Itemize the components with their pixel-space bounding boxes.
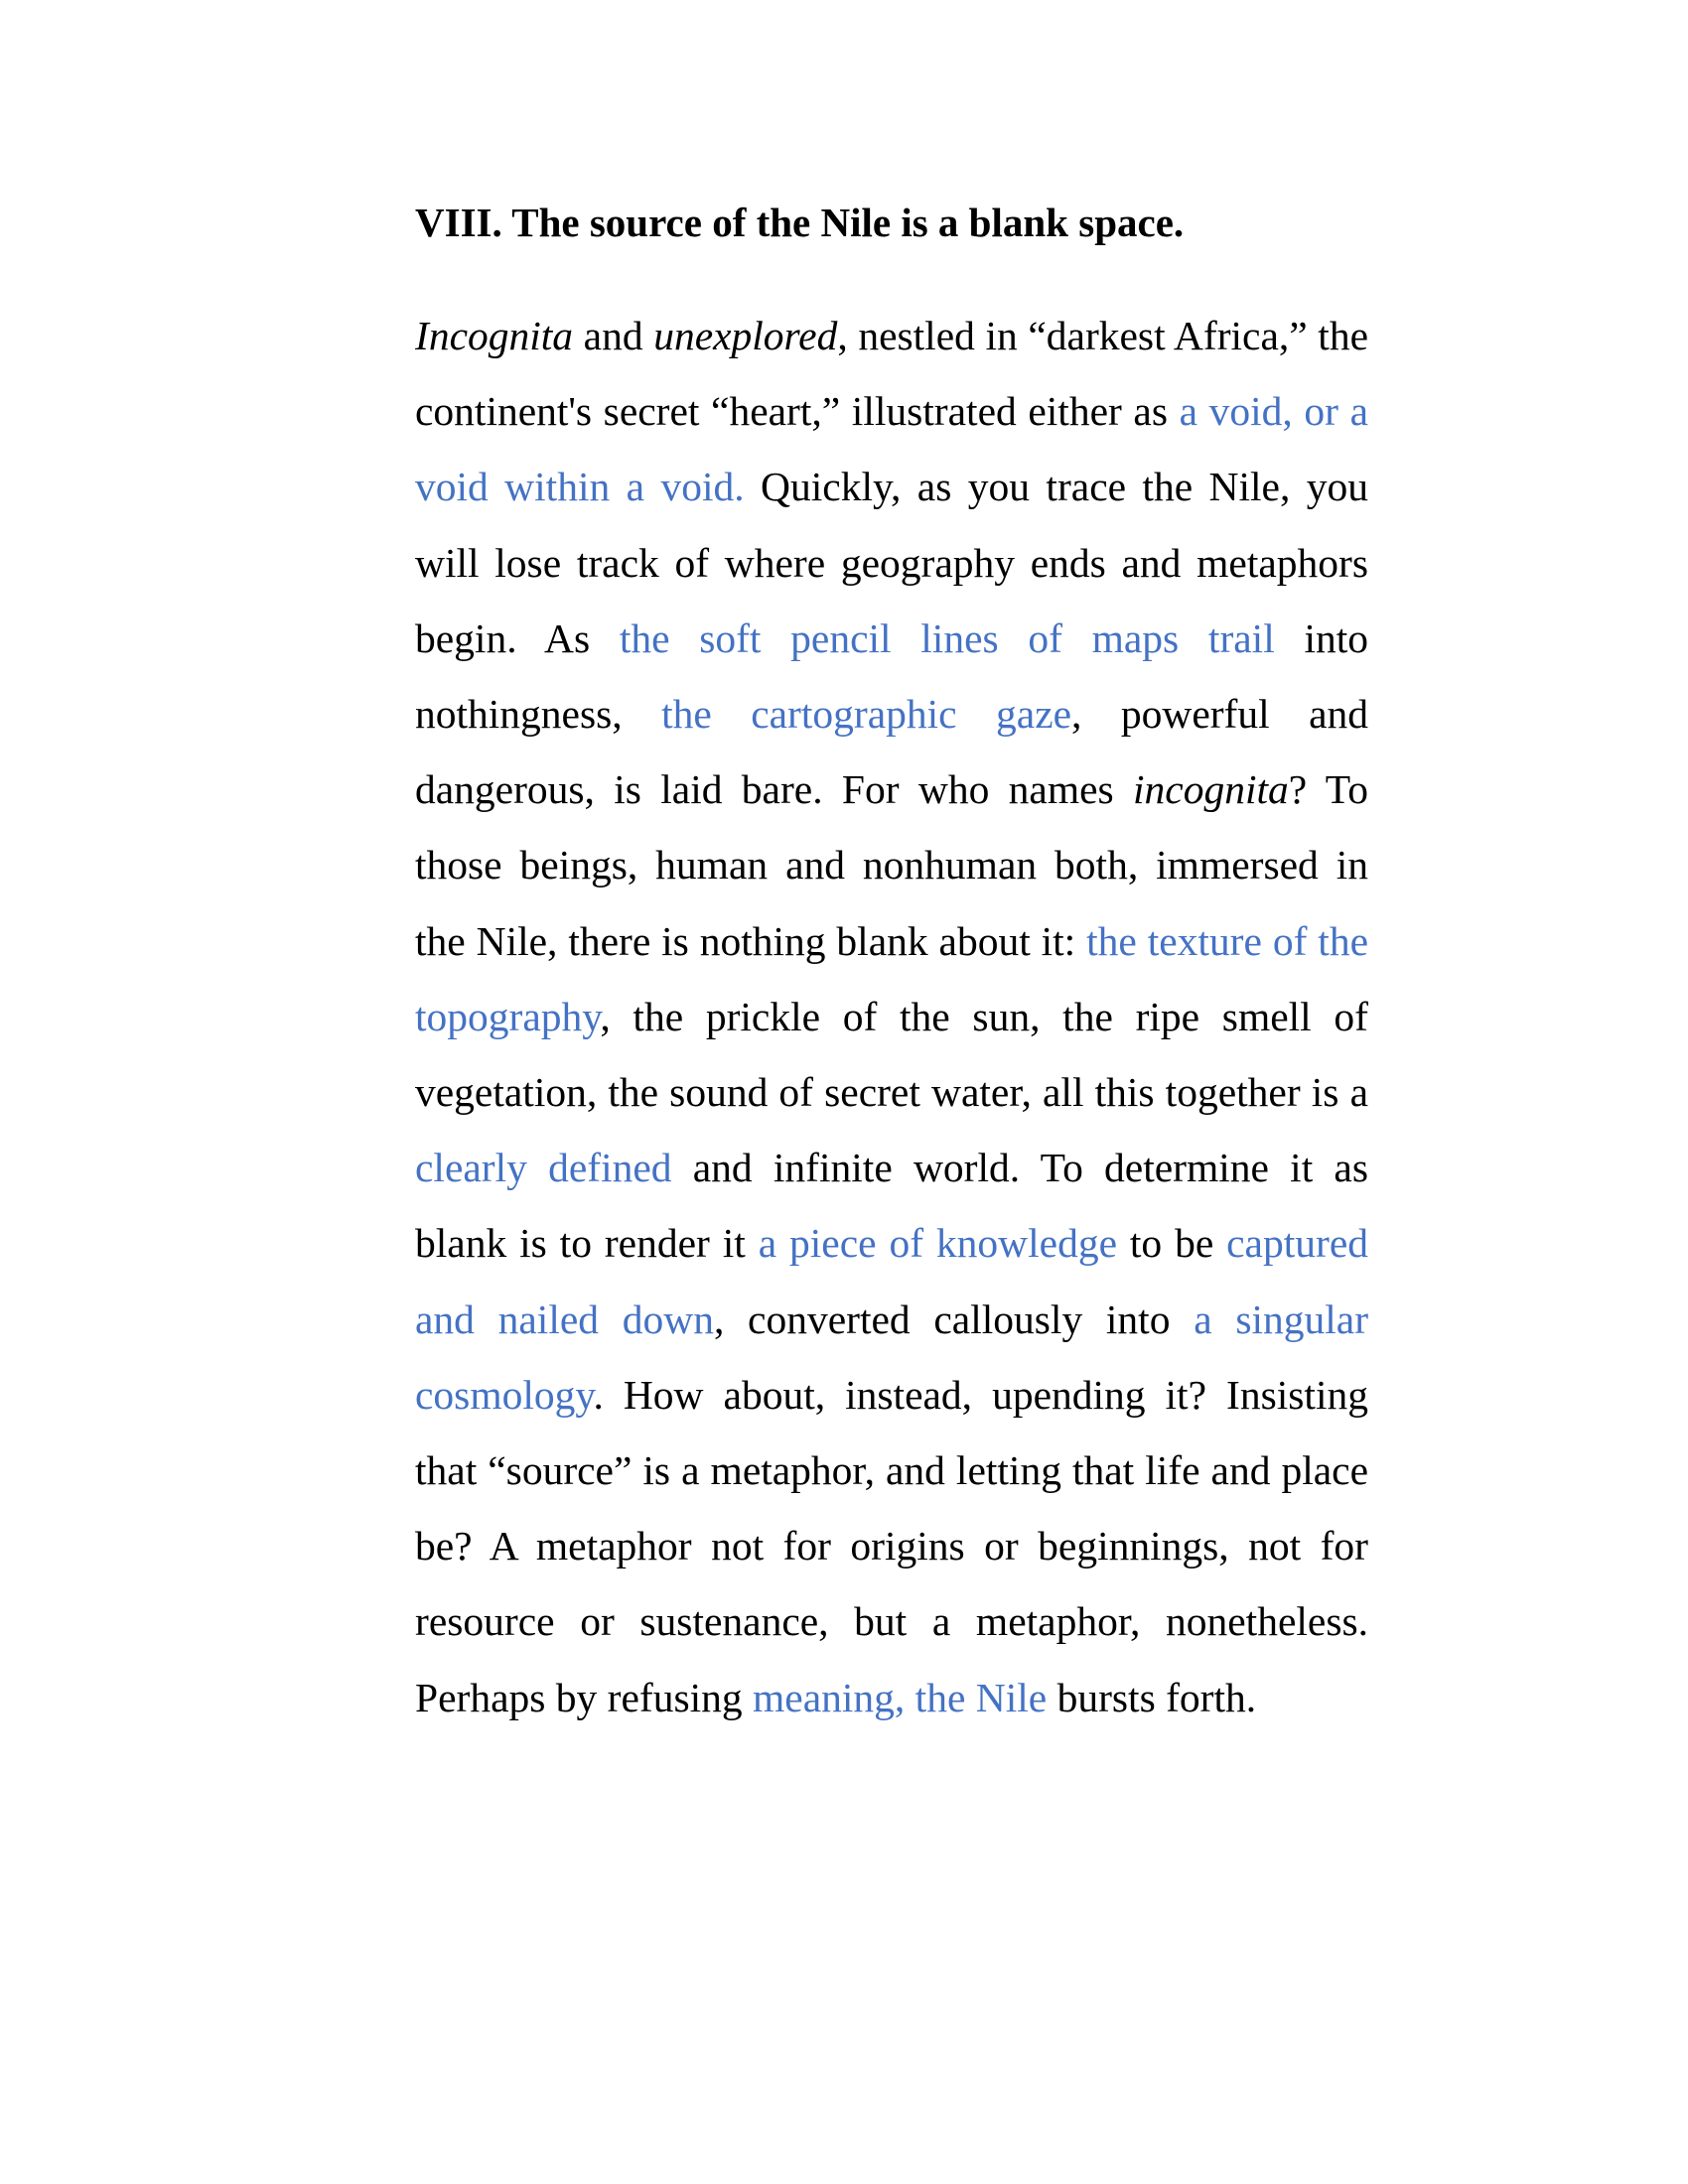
highlighted-phrase: a singular cosmology [415, 1296, 1369, 1418]
text-run: and infinite world. To determine it as blank is to render it [415, 1145, 1368, 1267]
highlighted-phrase: a piece of knowledge [758, 1220, 1117, 1267]
text-run: into nothingness, [415, 614, 1369, 738]
text-run: incognita [1133, 766, 1289, 813]
highlighted-phrase: clearly defined [415, 1145, 672, 1191]
text-run: unexplored [653, 313, 838, 358]
text-run: and [573, 313, 654, 358]
text-run: , converted callously into [713, 1296, 1195, 1342]
highlighted-phrase: captured and nailed down [415, 1220, 1368, 1342]
text-run: , nestled in “darkest Africa,” the continent's secret “heart,” illustrated either as [415, 313, 1368, 435]
text-run: Quickly, as you trace the Nile, you will lose track of where geography ends and metaphors begin. As [415, 464, 1368, 661]
text-run: . How about, instead, upending it? Insisting that “source” is a metaphor, and letting that life and place be? A metaphor not for origins or beginnings, not for resource or sustenance, but a metaphor, nonetheless. Perhaps by refusing [415, 1371, 1368, 1720]
highlighted-phrase: meaning, the Nile [753, 1674, 1048, 1720]
highlighted-phrase: the texture of the topography [415, 917, 1368, 1039]
highlighted-phrase: a void, or a void within a void. [415, 388, 1368, 510]
text-run: ? To those beings, human and nonhuman both, immersed in the Nile, there is nothing blank about it: [415, 766, 1368, 964]
text-run: bursts forth. [1047, 1674, 1257, 1720]
text-run: , powerful and dangerous, is laid bare. For who names [415, 691, 1369, 813]
body-paragraph [415, 298, 1368, 1735]
section-heading: VIII. The source of the Nile is a blank space. [415, 200, 1185, 245]
text-run: , the prickle of the sun, the ripe smell of vegetation, the sound of secret water, all this together is a [415, 993, 1368, 1116]
text-run: to be [1117, 1220, 1227, 1267]
highlighted-phrase: the soft pencil lines of maps trail [619, 614, 1275, 661]
highlighted-phrase: the cartographic gaze [661, 691, 1072, 738]
text-run: Incognita [415, 313, 574, 358]
